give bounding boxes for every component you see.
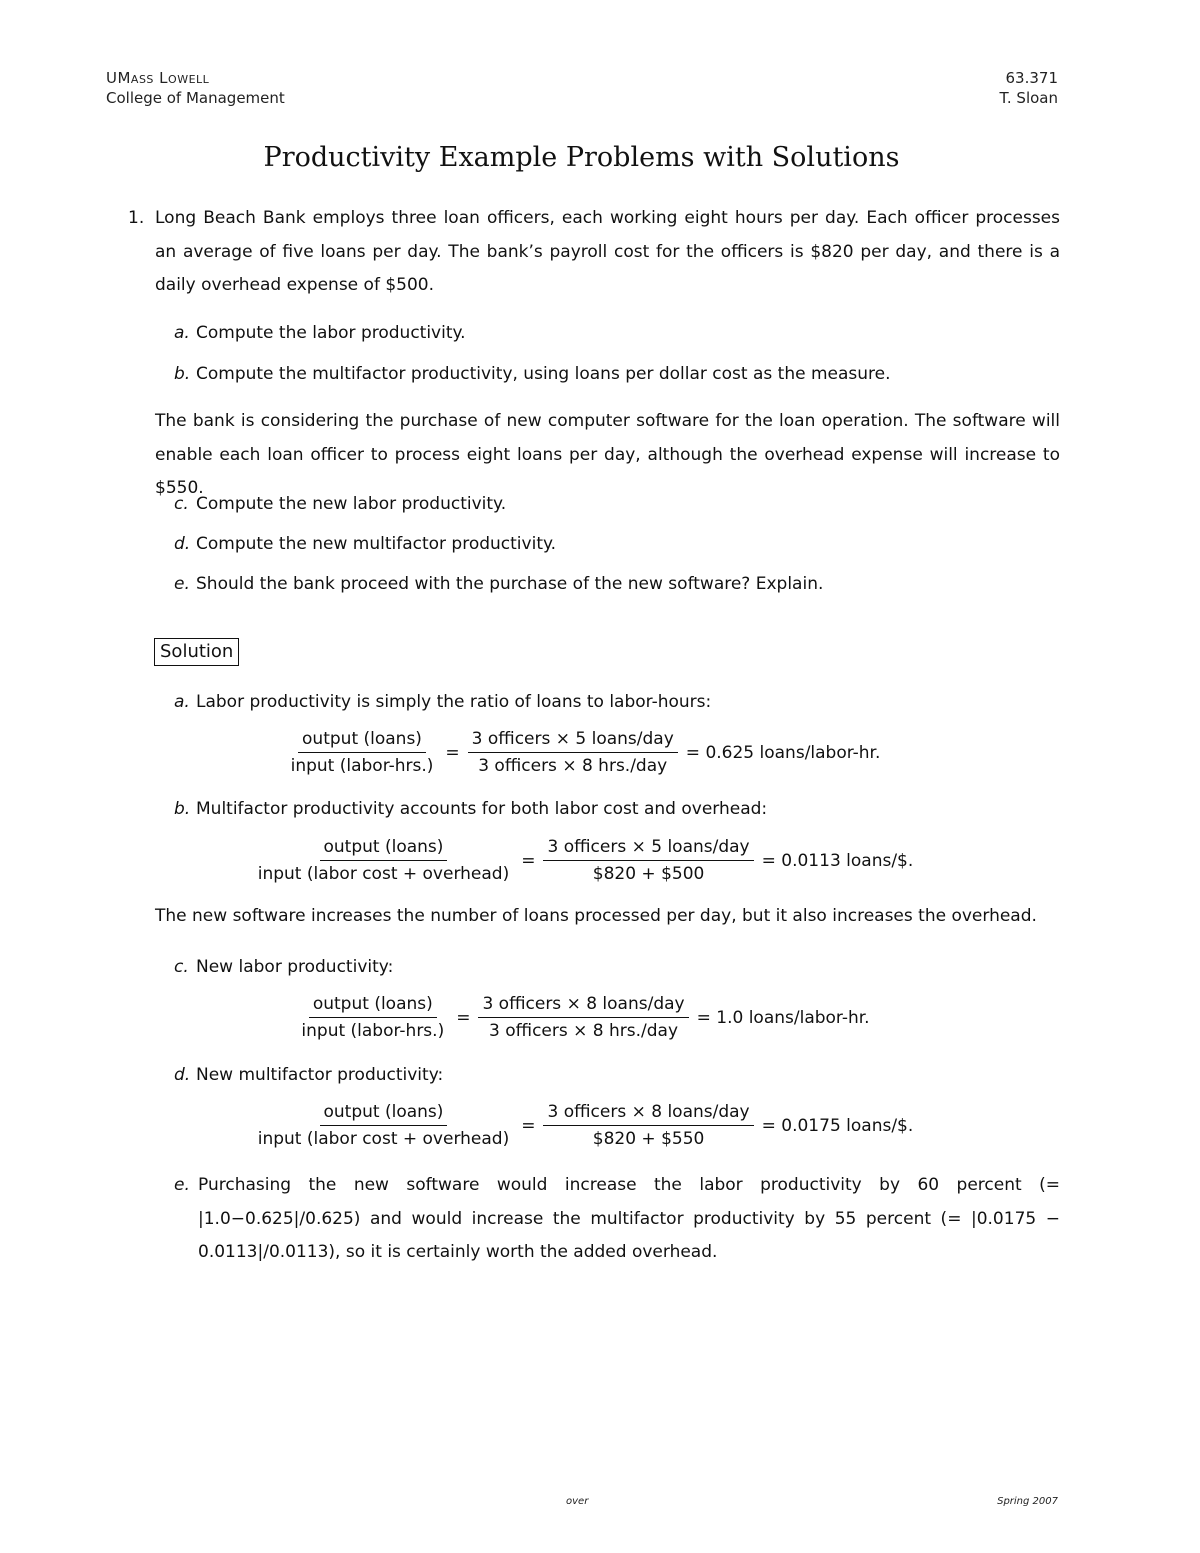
denominator: 3 officers × 8 hrs./day <box>478 756 668 776</box>
equation-b <box>0 836 1163 885</box>
solution-e <box>174 1169 1060 1270</box>
fraction-rhs <box>478 993 688 1042</box>
fraction-lhs <box>254 1101 514 1150</box>
equation-result: = 0.0175 loans/$. <box>761 1115 914 1136</box>
instructor-name: T. Sloan <box>999 89 1058 107</box>
problem-intro: Long Beach Bank employs three loan officers, each working eight hours per day. Each officer processes an average of five loans per day. The bank’s payroll cost for the officers is $820 per day, and there is a daily overhead expense of $500. <box>155 208 1060 295</box>
equals-sign: = <box>456 1007 471 1028</box>
question-e <box>174 572 823 596</box>
equals-sign: = <box>521 850 536 871</box>
denominator: 3 officers × 8 hrs./day <box>489 1021 679 1041</box>
numerator: output (loans) <box>309 993 437 1018</box>
numerator: output (loans) <box>298 728 426 753</box>
question-label: c. <box>174 494 189 514</box>
denominator: input (labor-hrs.) <box>290 756 434 776</box>
fraction-rhs <box>468 728 678 777</box>
solution-label: e. <box>174 1175 190 1195</box>
question-a <box>174 321 466 345</box>
solution-text: New multifactor productivity: <box>196 1065 444 1085</box>
problem-middle: The bank is considering the purchase of new computer software for the loan operation. The software will enable each loan officer to process eight loans per day, although the overhead expense will increase to $550. <box>155 411 1060 498</box>
equation-c <box>0 993 1163 1042</box>
question-label: e. <box>174 574 190 594</box>
institution-name: UMass Lowell <box>106 69 210 87</box>
question-text: Compute the multifactor productivity, using loans per dollar cost as the measure. <box>196 364 891 384</box>
college-name: College of Management <box>106 89 285 107</box>
question-text: Compute the new multifactor productivity. <box>196 534 557 554</box>
question-d <box>174 532 556 556</box>
equation-d <box>0 1101 1163 1150</box>
numerator: 3 officers × 8 loans/day <box>543 1101 753 1126</box>
page-header-left <box>106 68 285 108</box>
question-label: d. <box>174 534 191 554</box>
question-text: Compute the labor productivity. <box>196 323 466 343</box>
document-title: Productivity Example Problems with Solutions <box>263 142 900 173</box>
footer-over: over <box>566 1496 589 1507</box>
solution-text: Labor productivity is simply the ratio of loans to labor-hours: <box>196 692 712 712</box>
solution-text: Multifactor productivity accounts for both labor cost and overhead: <box>196 799 768 819</box>
fraction-lhs <box>254 836 514 885</box>
fraction-rhs <box>543 1101 753 1150</box>
question-text: Should the bank proceed with the purchase of the new software? Explain. <box>196 574 824 594</box>
question-label: a. <box>174 323 190 343</box>
solution-label: c. <box>174 957 189 977</box>
numerator: 3 officers × 8 loans/day <box>478 993 688 1018</box>
course-number: 63.371 <box>1005 69 1058 87</box>
question-b <box>174 362 891 386</box>
fraction-lhs <box>287 728 438 777</box>
question-label: b. <box>174 364 191 384</box>
solution-heading: Solution <box>154 638 239 666</box>
equation-result: = 0.0113 loans/$. <box>761 850 914 871</box>
fraction-lhs <box>297 993 448 1042</box>
equation-result: = 0.625 loans/labor-hr. <box>685 742 881 763</box>
numerator: output (loans) <box>320 1101 448 1126</box>
denominator: $820 + $500 <box>592 864 705 884</box>
problem-number: 1. <box>128 208 145 228</box>
equation-result: = 1.0 loans/labor-hr. <box>696 1007 870 1028</box>
denominator: input (labor cost + overhead) <box>257 864 510 884</box>
solution-b <box>174 797 767 821</box>
solution-d <box>174 1063 443 1087</box>
equation-a <box>0 728 1163 777</box>
solution-c <box>174 955 393 979</box>
solution-label: a. <box>174 692 190 712</box>
numerator: output (loans) <box>320 836 448 861</box>
footer-term: Spring 2007 <box>997 1496 1058 1507</box>
solution-transition: The new software increases the number of loans processed per day, but it also increases the overhead. <box>155 906 1037 926</box>
solution-a <box>174 690 711 714</box>
equals-sign: = <box>521 1115 536 1136</box>
page-header-right <box>1000 68 1058 108</box>
denominator: input (labor-hrs.) <box>301 1021 445 1041</box>
solution-text: Purchasing the new software would increase the labor productivity by 60 percent (= |1.0−0.625|/0.625) and would increase the multifactor productivity by 55 percent (= |0.0175 − 0.0113|/0.0113), so it is certainly worth the added overhead. <box>198 1175 1060 1262</box>
question-text: Compute the new labor productivity. <box>196 494 507 514</box>
numerator: 3 officers × 5 loans/day <box>468 728 678 753</box>
solution-text: New labor productivity: <box>196 957 394 977</box>
solution-label: b. <box>174 799 191 819</box>
denominator: input (labor cost + overhead) <box>257 1129 510 1149</box>
solution-label: d. <box>174 1065 191 1085</box>
equals-sign: = <box>445 742 460 763</box>
question-c <box>174 492 506 516</box>
fraction-rhs <box>543 836 753 885</box>
denominator: $820 + $550 <box>592 1129 705 1149</box>
numerator: 3 officers × 5 loans/day <box>543 836 753 861</box>
